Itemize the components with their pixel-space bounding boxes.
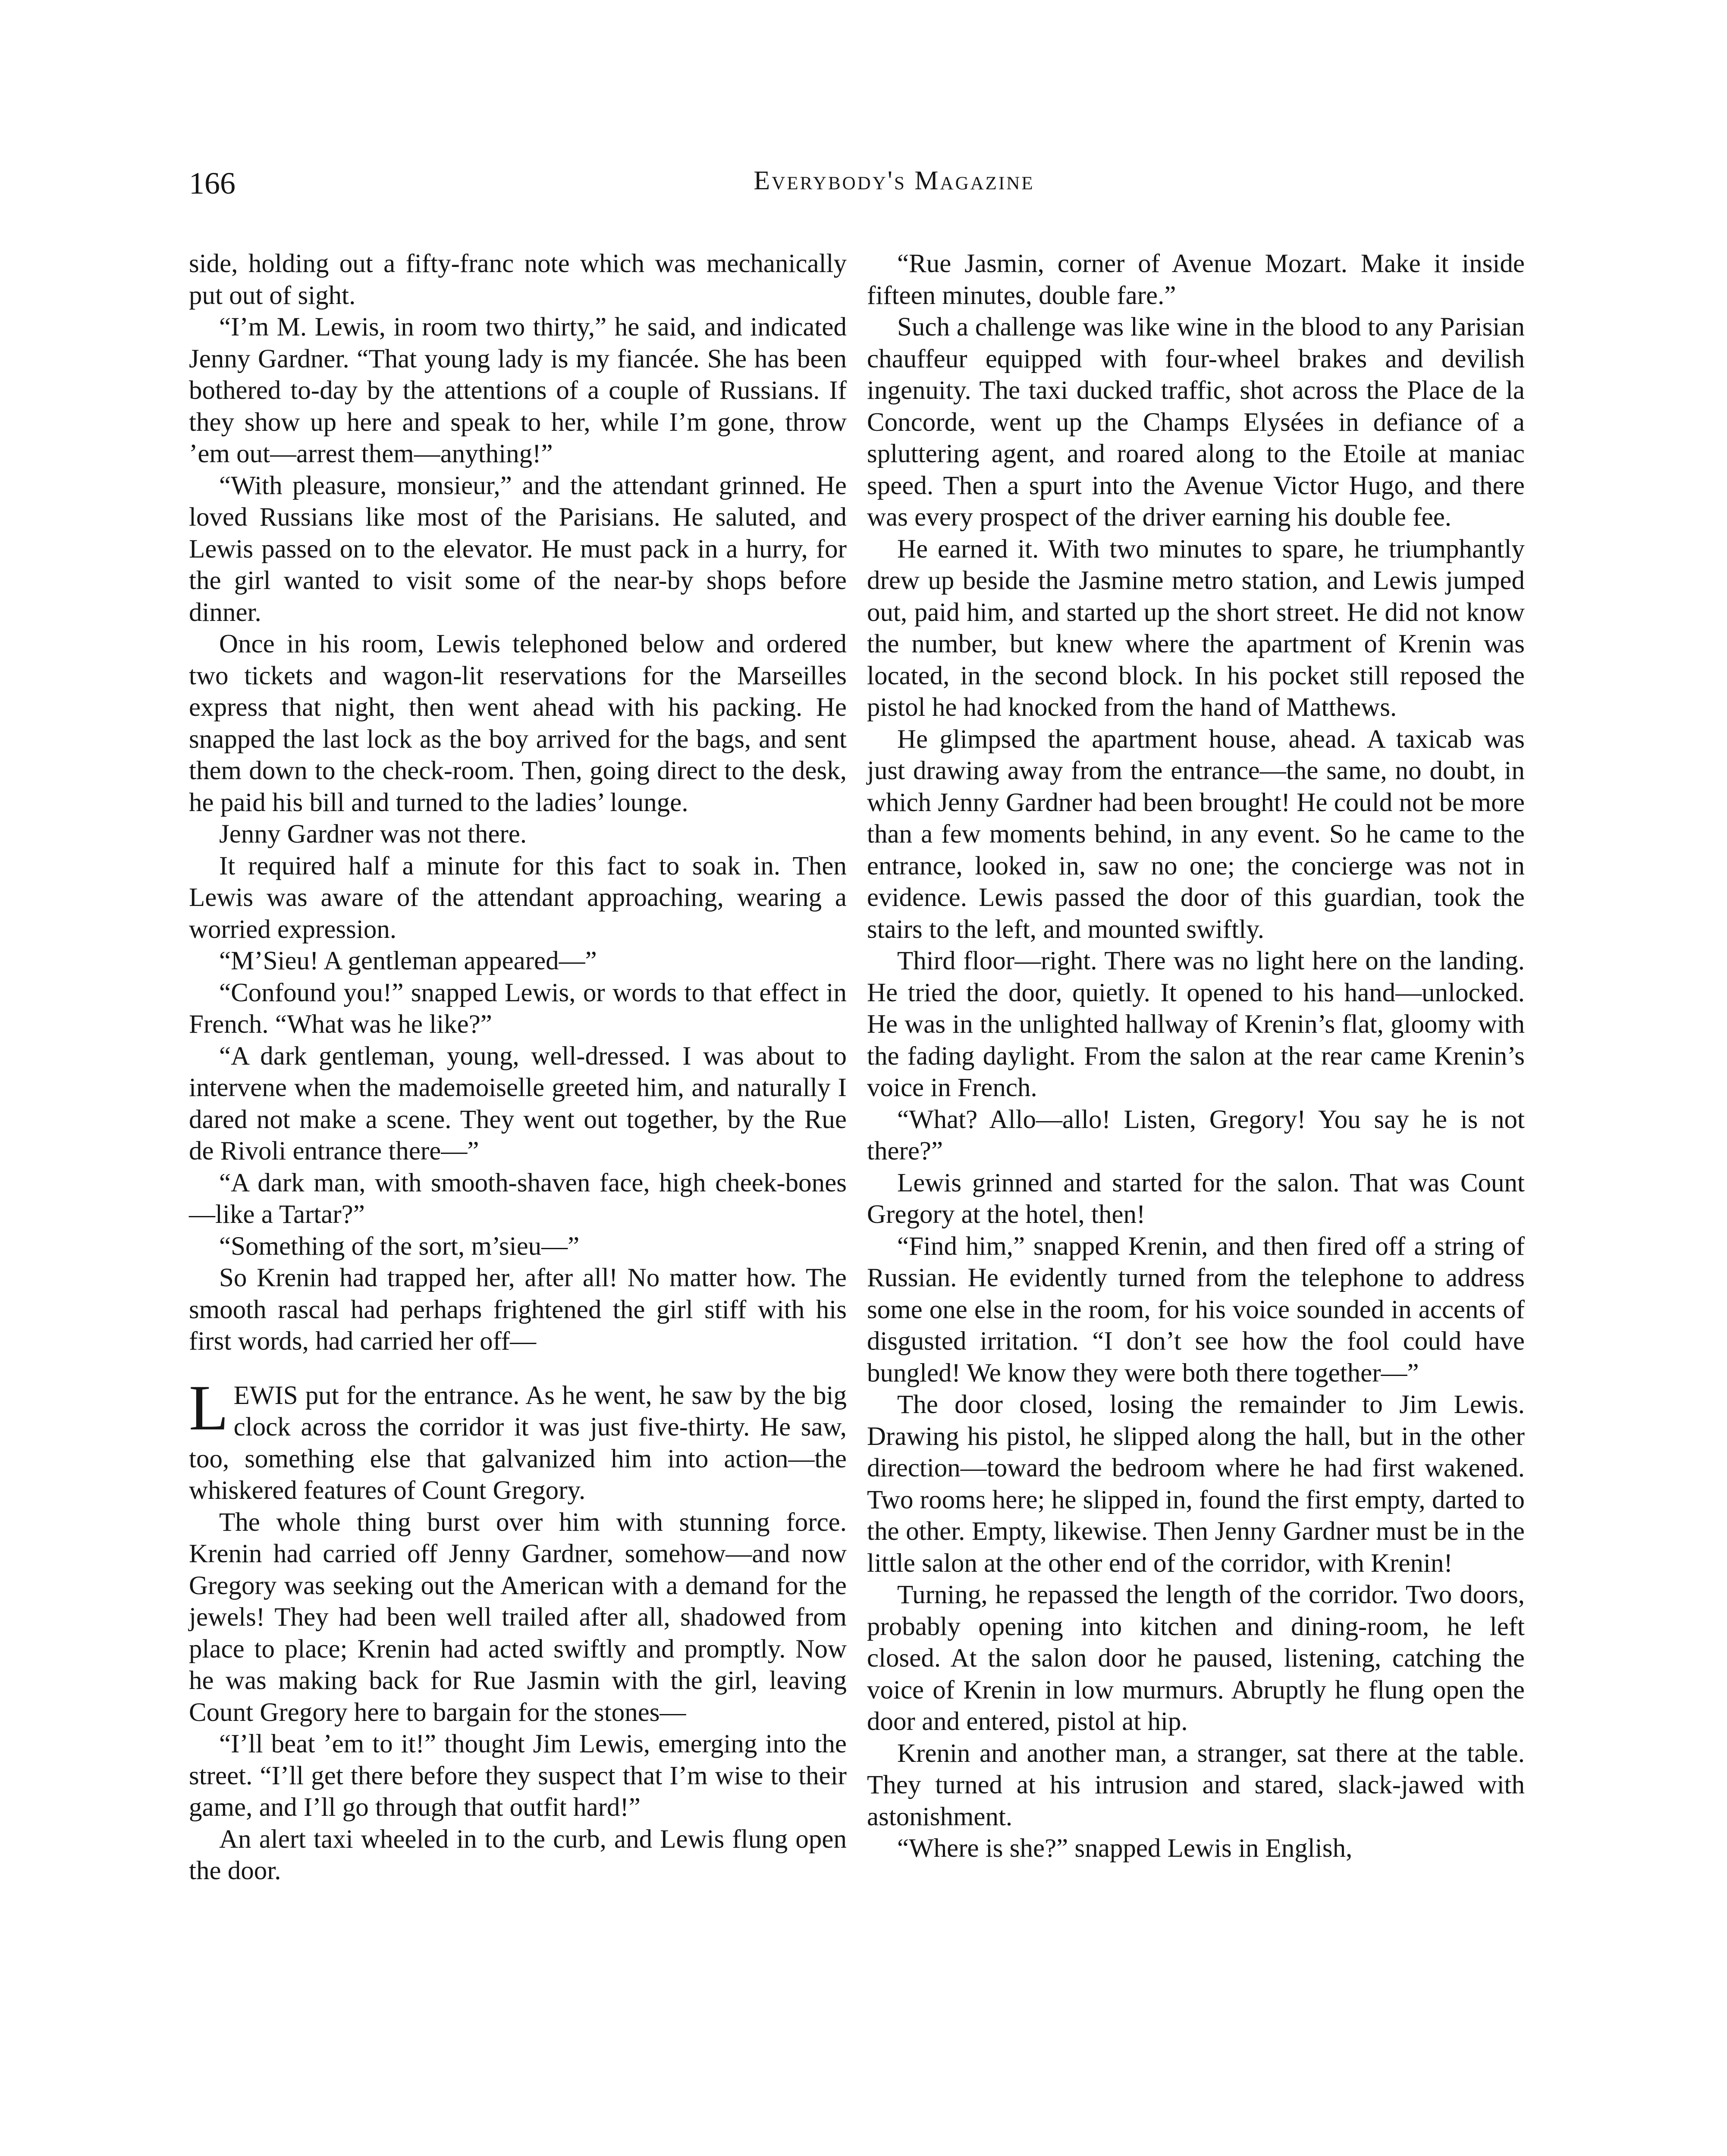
paragraph: Turning, he repassed the length of the corridor. Two doors, probably opening into kitchen and dining-room, he left closed. At the salon door he paused, listening, catching the voice of Krenin in low murmurs. Abruptly he flung open the door and entered, pistol at hip.	[867, 1580, 1525, 1736]
paragraph: He earned it. With two minutes to spare, he triumphantly drew up beside the Jasmine metro station, and Lewis jumped out, paid him, and started up the short street. He did not know the number, but knew where the apartment of Krenin was located, in the second block. In his pocket still reposed the pistol he had knocked from the hand of Matthews.	[867, 534, 1525, 722]
paragraph: Once in his room, Lewis telephoned below and ordered two tickets and wagon-lit reservations for the Marseilles express that night, then went ahead with his packing. He snapped the last lock as the boy arrived for the bags, and sent them down to the check-room. Then, going direct to the desk, he paid his bill and turned to the ladies’ lounge.	[189, 630, 847, 817]
paragraph: “Find him,” snapped Krenin, and then fired off a string of Russian. He evidently turned from the telephone to address some one else in the room, for his voice sounded in accents of disgusted irritation. “I don’t see how the fool could have bungled! We know they were both there together—”	[867, 1232, 1525, 1388]
section-first-paragraph-text: EWIS put for the entrance. As he went, he saw by the big clock across the corridor it was just five-thirty. He saw, too, something else that galvanized him into action—the whiskered features of Count Gregory.	[189, 1381, 847, 1505]
paragraph: Jenny Gardner was not there.	[219, 820, 527, 849]
paragraph: It required half a minute for this fact to soak in. Then Lewis was aware of the attendant approaching, wearing a worried expression.	[189, 851, 847, 944]
paragraph: He glimpsed the apartment house, ahead. A taxicab was just drawing away from the entrance—the same, no doubt, in which Jenny Gardner had been brought! He could not be more than a few moments behind, in any event. So he came to the entrance, looked in, saw no one; the concierge was not in evidence. Lewis passed the door of this guardian, took the stairs to the left, and mounted swiftly.	[867, 724, 1525, 944]
paragraph: “What? Allo—allo! Listen, Gregory! You say he is not there?”	[867, 1105, 1525, 1166]
paragraph: “Rue Jasmin, corner of Avenue Mozart. Make it inside fifteen minutes, double fare.”	[867, 249, 1525, 310]
paragraph: side, holding out a fifty-franc note which was mechanically put out of sight.	[189, 249, 847, 310]
paragraph: “M’Sieu! A gentleman appeared—”	[219, 946, 597, 975]
paragraph: “I’m M. Lewis, in room two thirty,” he said, and indicated Jenny Gardner. “That young lady is my fiancée. She has been bothered to-day by the attentions of a couple of Russians. If they show up here and speak to her, while I’m gone, throw ’em out—arrest them—anything!”	[189, 313, 847, 468]
paragraph: “I’ll beat ’em to it!” thought Jim Lewis, emerging into the street. “I’ll get there before they suspect that I’m wise to their game, and I’ll go through that outfit hard!”	[189, 1730, 847, 1822]
running-title: Everybody's Magazine	[754, 166, 1035, 195]
right-column	[867, 248, 1525, 1865]
paragraph: Third floor—right. There was no light here on the landing. He tried the door, quietly. It opened to his hand—unlocked. He was in the unlighted hallway of Krenin’s flat, gloomy with the fading daylight. From the salon at the rear came Krenin’s voice in French.	[867, 946, 1525, 1102]
drop-cap: L	[189, 1372, 229, 1444]
paragraph: Krenin and another man, a stranger, sat there at the table. They turned at his intrusion and stared, slack-jawed with astonishment.	[867, 1739, 1525, 1831]
paragraph: The whole thing burst over him with stunning force. Krenin had carried off Jenny Gardner, somehow—and now Gregory was seeking out the American with a demand for the jewels! They had been well trailed after all, shadowed from place to place; Krenin had acted swiftly and promptly. Now he was making back for Rue Jasmin with the girl, leaving Count Gregory here to bargain for the stones—	[189, 1507, 847, 1727]
section-first-paragraph	[189, 1372, 847, 1507]
paragraph: Such a challenge was like wine in the blood to any Parisian chauffeur equipped with four-wheel brakes and devilish ingenuity. The taxi ducked traffic, shot across the Place de la Concorde, went up the Champs Elysées in defiance of a spluttering agent, and roared along to the Etoile at maniac speed. Then a spurt into the Avenue Victor Hugo, and there was every prospect of the driver earning his double fee.	[867, 313, 1525, 532]
paragraph: “A dark gentleman, young, well-dressed. I was about to intervene when the mademoiselle greeted him, and naturally I dared not make a scene. They went out together, by the Rue de Rivoli entrance there—”	[189, 1041, 847, 1166]
paragraph: So Krenin had trapped her, after all! No matter how. The smooth rascal had perhaps frightened the girl stiff with his first words, had carried her off—	[189, 1263, 847, 1356]
left-column	[189, 248, 847, 1887]
paragraph: An alert taxi wheeled in to the curb, and Lewis flung open the door.	[189, 1824, 847, 1885]
page-header	[189, 166, 1599, 217]
paragraph: “Something of the sort, m’sieu—”	[219, 1232, 580, 1261]
paragraph: “Confound you!” snapped Lewis, or words to that effect in French. “What was he like?”	[189, 978, 847, 1039]
paragraph: The door closed, losing the remainder to Jim Lewis. Drawing his pistol, he slipped along the hall, but in the other direction—toward the bedroom where he had first wakened. Two rooms here; he slipped in, found the first empty, darted to the other. Empty, likewise. Then Jenny Gardner must be in the little salon at the other end of the corridor, with Krenin!	[867, 1390, 1525, 1578]
paragraph: “With pleasure, monsieur,” and the attendant grinned. He loved Russians like most of the Parisians. He saluted, and Lewis passed on to the elevator. He must pack in a hurry, for the girl wanted to visit some of the near-by shops before dinner.	[189, 471, 847, 627]
paragraph: Lewis grinned and started for the salon. That was Count Gregory at the hotel, then!	[867, 1168, 1525, 1229]
paragraph: “Where is she?” snapped Lewis in English,	[897, 1834, 1353, 1863]
paragraph: “A dark man, with smooth-shaven face, high cheek-bones—like a Tartar?”	[189, 1168, 847, 1229]
page-number: 166	[189, 166, 236, 201]
